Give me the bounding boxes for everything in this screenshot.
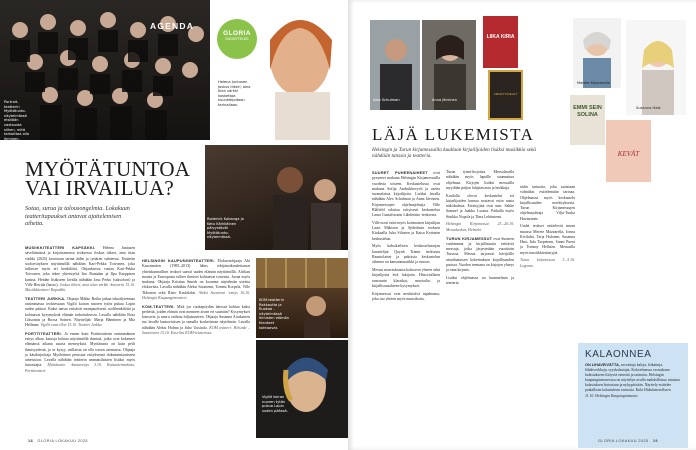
roderick-photo [205, 145, 348, 250]
pearl-earring-illustration [256, 340, 348, 438]
article-paragraph: HELSINGIN KAUPUNGINTEATTERI. Elokuvaohjaaja Aki Kaurismäen (1985–2013) lähes tekijänoikeudettomat yhteiskunnalliset teokset saavat uuden elämän näyttämöllä. Afrikan maista ja Euroopasta tulleet ihmiset kohtaavat toisensa. Joona myös mukana. Ohjaaja Kristian Smeds on koonnut näytelmän useista elokuvista. Lavalla nähdään Aleksi Suoniemi, Tommi Korpela, Ville Tiihonen sekä Risto Kaskilahti. Aleksi Suoniemi -esitys 16.10. Helsingin Kaupunginteatteri. [142, 258, 250, 300]
author-anna-figure [422, 20, 476, 110]
article-paragraph: TEATTERI JURKKA. Ohjaaja Mikko Roiha jatkaa tekoälyteemaa uusimmassa teoksessaan Vigilit koiran nuoren tytön pukua Lapin suden päässä. Kaksi naista esittävät monipuolisesti roolihenkilöitä ja kohtaavat kysymyksiä elämän tarkoituksesta. Lavalla nähdään Rosa Liksomin ja Roosa Soinen. Näyttelijät: Marja Hänninen ja Mia Hellman. Vigilit ovan illoa 15.10. Teatteri Jurkka. [25, 295, 135, 328]
right-page [348, 0, 696, 450]
kalaonnea-title: KALAONNEA [585, 349, 652, 360]
article-paragraph: Myös kaksikielisen keskustelusarjan kuuntelijat Quynh Tranin teoksesta Rauniolaiset ja pakoisia keskustelun aiheena on kansanmusiikki ja runous. [372, 244, 440, 265]
book-title: EMMI SEIN SOLINA [573, 105, 602, 118]
article-paragraph: Uudet teokset esittelevät muun muassa Merete Mazzarella, Jonna Kivilahti, Tarja Halonen, Susanna Hast, Iida Turpeinen, Sanni Puera ja Tommy Hellsten. Messuilla myös musiikkiesiintyjiä. [520, 224, 575, 255]
author-anna-photo [422, 20, 476, 110]
magazine-issue: GLORIA LOKAKUU 2025 [37, 439, 88, 443]
left-column-2 [142, 258, 250, 339]
left-column-1 [25, 245, 135, 377]
kalaonnea-box [578, 343, 688, 448]
article-paragraph: Kuulolla olevat keskustelut eri kirjailijoiden kanssa nostavat esiin uusia näkökulmia. Esiintyjinä ovat mm. Sakke Samuel ja Jaakko Luoma. Paikalla myös Sinikka Nopola ja Tiina Lehtiniemi. [446, 193, 514, 219]
article-paragraph: Helsingin Kirjamessut 23.–26.10. Messukeskus, Helsinki. [446, 222, 514, 232]
headline-deck: Sotaa, surua ja talousongelmia. Lokakuun teatteritapaukset antavat ajattelemisen aihetta. [25, 205, 130, 228]
author-caption: Susanna Hast [636, 106, 661, 110]
author-caption: Merete Mazzarella [577, 81, 610, 85]
book-cover [488, 70, 523, 120]
badge-title: GLORIA [223, 30, 251, 37]
article-paragraph: Turun rytmi-kirjoista. Messulavalla nähdään myös lapsille suunnattua ohjelmaa. Kirjojen lisäksi messuilla myydään paljon lahjatavaraa ja herkkuja. [446, 170, 514, 190]
kom-caption: KOM-teatterin Rakkautta ja Ruokaa -näytelmässä ihmisten elämän tilanteet kohtaavat. [259, 298, 290, 330]
book-title: AMMATTIKIELET [493, 92, 518, 96]
book-title: KEVÄT [617, 150, 640, 158]
article-paragraph: äidin tarinoita, joka saatetaan valmiiksi esittelemään tarinaa. Ohjelmassa myös keskustelu kirjallisuuden merkityksestä. Turun Kirjamessujen ohjelmajohtaja Vilja-Tuulia Huotarinen. [520, 185, 575, 221]
agenda-label: AGENDA [150, 21, 195, 31]
author-susanna-figure [626, 20, 686, 115]
kalaonnea-body: ON LIHAVEIVÄTTA, sorvattuja kaloja, leikattuja, lähdeverkkoja, syyskalastajia. Kokoelmassa on mukana kalastukseen liittyviä esineitä ja tarinoita. Helsingin kaupunginmuseossa on näyttelyn avulla mahdollisuus tutustua kalastuksen historiaan ja nykypäivään. Näyttely esittelee paikallisen kalastuksen tarinoita. Kala Hidalamestikseen 11.10. Helsingin Kaupunginmuseo. [585, 363, 680, 398]
badge-subtitle: SUOSITTELEE [225, 37, 249, 41]
book-cover [606, 120, 651, 182]
kom-theatre-photo [256, 258, 348, 338]
book-cover [483, 16, 518, 68]
right-footer [598, 439, 661, 443]
author-merete-figure [573, 18, 621, 88]
page-number: 19 [652, 439, 658, 443]
magazine-issue: GLORIA LOKAKUU 2025 [598, 439, 649, 443]
book-cover [570, 95, 605, 145]
roderick-caption: Roderick Kabanga ja Ketu Kärkkäinen päivystävät Myötätunto-näytelmässä. [207, 217, 244, 240]
right-column-3 [520, 185, 575, 272]
woman-portrait-caption: Helena Juntusen Joskus tiikeri, aina tiian värkki koskettaa kuuntelijoitaan tarinallaan. [218, 80, 251, 107]
article-paragraph: Turun kirjamessut 3.–5.10. Logomo. [520, 258, 575, 268]
author-caption: Alex Schulman [373, 98, 400, 102]
pearl-caption: Vigilit koiran nuoren tytön pukua Lapin suden päässä. [262, 395, 288, 413]
article-paragraph: Kirjamessut ovat merkittävä tapahtuma, joka tuo yhteen myös muusikoita. [372, 291, 440, 301]
author-alex-figure [370, 20, 420, 110]
page-headline: MYÖTÄTUNTOA VAI IRVAILUA? [25, 157, 189, 200]
section-title: LÄJÄ LUKEMISTA [372, 125, 535, 144]
article-paragraph: Ville nosti esiin myös kotimaisen kirjailijan Lauri Mäkisen ja Sjöholmin teoksen Kiukaalla Juha Siltasen ja Kaisa Kettusen keskustelun. [372, 220, 440, 241]
section-deck: Helsingin ja Turun kirjamessuilla kuullaan kirjailijoiden lisäksi musiikkia sekä nähdään tanssia ja teatteria. [372, 147, 536, 160]
author-merete-photo [573, 18, 621, 88]
gloria-recommends-badge [217, 19, 257, 59]
right-column-1 [372, 170, 440, 305]
theatre-group-caption: Portraitteatterin Myötätunto-näytelmässä etsitään vastausta siihen, mitä tarkoittaa olla ihminen. [4, 100, 30, 140]
article-paragraph: MUSIIKKITEATTERI KAPSÄKKI. Helena Juntusen säveltämässä ja kirjoittamassa teoksessa Joskus tiikeri, aina tiian värkki (2025) kerrotaan tarina äidin ja tyttären suhteesta. Teatterin sooloesityksen näyttämöllä nähdään Kari-Pekka Toivonen, joka tulkitsee myös eri henkilöitä. Ohjauksesta vastaa Kari-Pekka Toivonen, joka tekee yhteistyötä Iiro Rantalan ja Ilpo Karppisen kanssa. Heidän lisäkseen lavalla nähdään Jasu Perko (saksofoni) ja Ville Herrala (basso). Joskus tiikeri, aina tiian värkki -konsertit 15.10. Musiikkiteatteri Kapsäkki. [25, 245, 135, 292]
article-paragraph: Messut marraskuussa kokoavat yhteen sekä kirjailijoita että lukijoita. Historiallisen romaanin klassikot, muotoiltu ja kirjallisuusalueen kysymykset. [372, 268, 440, 288]
article-paragraph: TURUN KIRJAMESSUT ovat Suomen vanhimmat ja kirjallisuutta esittäviä messuja, jotka järjestetään vuosittain Turussa. Messut tarjoavat kävijöille ainutlaatuisen kokemuksen kirjallisuuden parissa. Vuoden teemana on kirjojen yhteys ja oma kirjasto. [446, 235, 514, 273]
left-footer [25, 439, 88, 443]
right-column-2 [446, 170, 514, 289]
article-paragraph: SUURET PUHEENAIHEET ovat pysyneet mukana Helsingin Kirjamessuilla vuodesta toiseen. Keskustelussa ovat mukana Sofija Andrukhovych ja useita suomalaisia kirjailijoita. Lisäksi lavalla nähdään Alex Schulman ja Anna Järvinen. Kirjamessujen ohjelmajohtaja Ville Blåfield odottaa erityisesti keskustelua Laura Gustafssonin Lähdetään -teoksesta. [372, 170, 440, 217]
author-susanna-photo [626, 20, 686, 115]
page-number: 18 [28, 439, 34, 443]
book-title: LIIKA KIRIA [486, 34, 515, 40]
article-paragraph: PORTTITEATTERI. Jo ennen kuin Porttiteatterin ensimmäinen esitys alkaa, katsoja kohtaa näyttämöllä ihmisiä, jotka ovat kokeneet elämänsä aikana suuria menetyksiä. Myötätunto on kuin peili ihmisyydestä, ja se kysyy, millaista on olla toisen asemassa. Ohjaaja ja käsikirjoittaja Myöhäinen perustaa esityksensä dokumentaariseen aineistoon. Lavalla nähdään teatterin ammattilaisten lisäksi myös harrastajia. Myötätunto -kantaesitys 3.10. Kaisaniemenkatu, Porttiteatteri. [25, 330, 135, 373]
pearl-earring-photo [256, 340, 348, 438]
author-alex-photo [370, 20, 420, 110]
article-paragraph: KOM-TEATTERI. Mitä jos ruokapöydän ääressä kohtaa kaksi perhettä, joiden elämät ovat menneet aivan eri suuntiin? Kysymykset kasvavat ja nauru vaihtuu hiljaisuuteen. Ohjaaja Susanna Airaksinen tuo lavalle humoristisen ja samalla koskettavan näytelmän. Lavalla nähdään Aleksi Holma ja Juho Uusitalo. KOM teatteri: Helsinki – Saarioinen 15.10. Ensi-ilta KOM-teatterissa. [142, 303, 251, 335]
author-caption: Anna Järvinen [432, 98, 457, 102]
article-paragraph: Lisäksi ohjelmassa on kuunnelmia ja teatteria. [446, 275, 514, 286]
